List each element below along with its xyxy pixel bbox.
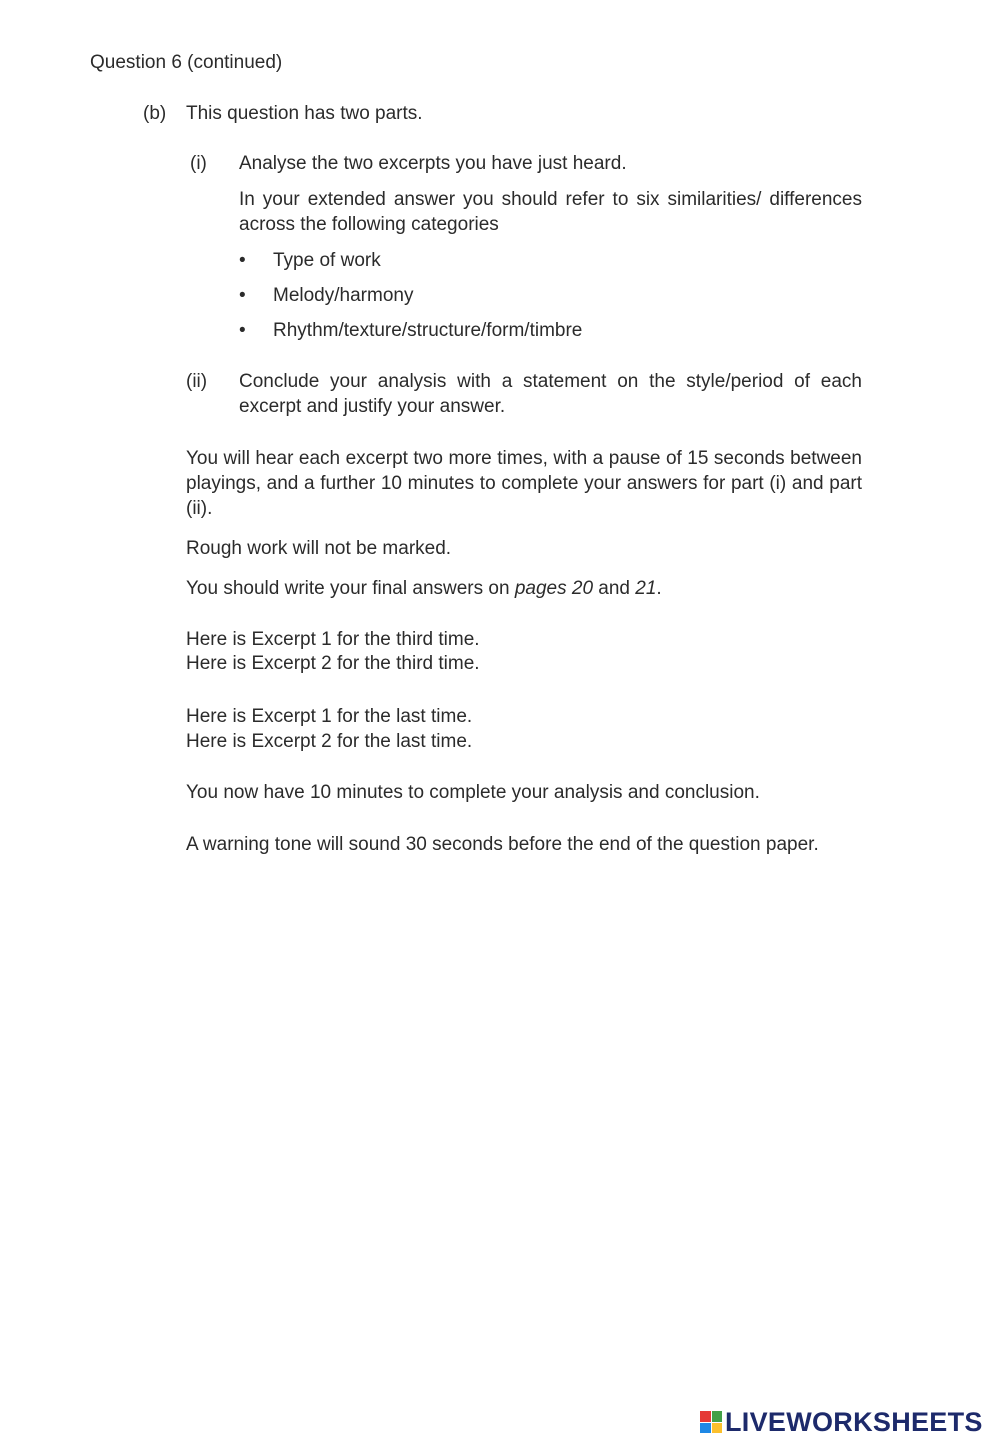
- part-i-instruction: Analyse the two excerpts you have just heard.: [239, 153, 627, 174]
- excerpt-1-last: Here is Excerpt 1 for the last time.: [186, 706, 473, 727]
- part-b-intro: This question has two parts.: [186, 103, 423, 124]
- excerpt-1-third: Here is Excerpt 1 for the third time.: [186, 629, 480, 650]
- excerpt-2-third: Here is Excerpt 2 for the third time.: [186, 653, 480, 674]
- liveworksheets-watermark[interactable]: [700, 1407, 983, 1437]
- bullet-icon: •: [239, 285, 246, 306]
- ten-minutes-note: You now have 10 minutes to complete your analysis and conclusion.: [186, 782, 760, 803]
- bullet-item: Rhythm/texture/structure/form/timbre: [273, 320, 583, 341]
- liveworksheets-logo-icon: [700, 1411, 722, 1433]
- part-i-extended-text: In your extended answer you should refer to six similarities/ differences across the following categories: [239, 189, 862, 235]
- watermark-text: LIVEWORKSHEETS: [725, 1406, 983, 1437]
- question-header: Question 6 (continued): [90, 52, 283, 73]
- rough-work-note: Rough work will not be marked.: [186, 538, 452, 559]
- part-b-label: (b): [143, 103, 167, 124]
- part-i-label: (i): [190, 153, 207, 174]
- final-answers-pages: pages 20: [514, 578, 594, 599]
- playing-info: You will hear each excerpt two more times, with a pause of 15 seconds between playings, and a further 10 minutes to complete your answers for part (i) and part (ii).: [186, 448, 862, 519]
- excerpt-2-last: Here is Excerpt 2 for the last time.: [186, 731, 473, 752]
- bullet-icon: •: [239, 320, 246, 341]
- warning-note: A warning tone will sound 30 seconds before the end of the question paper.: [186, 834, 819, 855]
- part-ii-instruction: Conclude your analysis with a statement on the style/period of each excerpt and justify your answer.: [239, 371, 862, 417]
- bullet-item: Melody/harmony: [273, 285, 414, 306]
- final-answers-page2: 21: [635, 578, 657, 599]
- part-ii-label: (ii): [186, 371, 208, 392]
- bullet-icon: •: [239, 250, 246, 271]
- bullet-item: Type of work: [273, 250, 381, 271]
- final-answers-note: You should write your final answers on pages 20 and 21.: [186, 578, 662, 599]
